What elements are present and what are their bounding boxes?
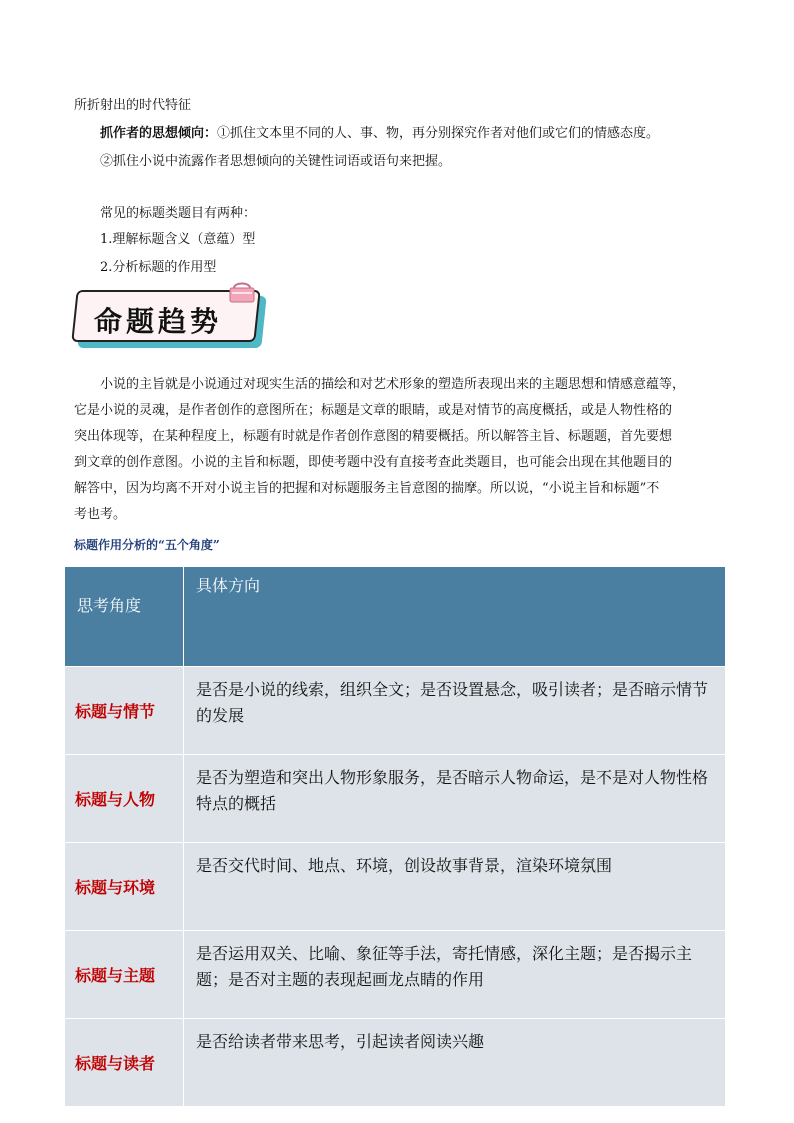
row-direction: 是否交代时间、地点、环境，创设故事背景，渲染环境氛围 xyxy=(184,843,726,931)
banner-title: 命题趋势 xyxy=(94,305,223,338)
paragraph-line: 它是小说的灵魂，是作者创作的意图所在；标题是文章的眼睛，或是对情节的高度概括，或是人物性格的 xyxy=(74,403,673,418)
header-direction: 具体方向 xyxy=(184,567,726,667)
paragraph-line: 小说的主旨就是小说通过对现实生活的描绘和对艺术形象的塑造所表现出来的主题思想和情感意蕴等， xyxy=(100,377,686,392)
intro-line-4: 常见的标题类题目有两种： xyxy=(100,206,257,221)
intro-line-2-label: 抓作者的思想倾向： xyxy=(100,126,218,141)
paragraph-line: 考也考。 xyxy=(74,507,127,522)
table-row xyxy=(65,1019,726,1107)
intro-line-6: 2.分析标题的作用型 xyxy=(100,260,217,275)
intro-line-1: 所折射出的时代特征 xyxy=(74,98,192,113)
table-row xyxy=(65,755,726,843)
table-row xyxy=(65,931,726,1019)
row-direction: 是否是小说的线索，组织全文；是否设置悬念，吸引读者；是否暗示情节的发展 xyxy=(184,667,726,755)
paragraph-line: 解答中，因为均离不开对小说主旨的把握和对标题服务主旨意图的揣摩。所以说，“小说主旨和标题”不 xyxy=(74,481,660,496)
paragraph-line: 突出体现等，在某种程度上，标题有时就是作者创作意图的精要概括。所以解答主旨、标题题，首先要想 xyxy=(74,429,673,444)
intro-line-2 xyxy=(100,124,659,144)
trend-paragraph xyxy=(74,372,724,528)
section-banner xyxy=(72,288,268,352)
row-direction: 是否给读者带来思考，引起读者阅读兴趣 xyxy=(184,1019,726,1107)
paragraph-line: 到文章的创作意图。小说的主旨和标题，即使考题中没有直接考查此类题目，也可能会出现在其他题目的 xyxy=(74,455,673,470)
table-header-row xyxy=(65,567,726,667)
angles-table xyxy=(64,566,726,1107)
row-direction: 是否为塑造和突出人物形象服务，是否暗示人物命运，是不是对人物性格特点的概括 xyxy=(184,755,726,843)
row-angle: 标题与读者 xyxy=(65,1019,184,1107)
header-angle: 思考角度 xyxy=(65,567,184,667)
table-row xyxy=(65,667,726,755)
table-caption: 标题作用分析的“五个角度” xyxy=(74,538,220,552)
row-angle: 标题与情节 xyxy=(65,667,184,755)
binder-clip-icon xyxy=(222,282,262,304)
intro-line-2-text: ①抓住文本里不同的人、事、物，再分别探究作者对他们或它们的情感态度。 xyxy=(217,126,660,141)
table-row xyxy=(65,843,726,931)
row-angle: 标题与主题 xyxy=(65,931,184,1019)
row-direction: 是否运用双关、比喻、象征等手法，寄托情感，深化主题；是否揭示主题；是否对主题的表现起画龙点睛的作用 xyxy=(184,931,726,1019)
intro-line-3: ②抓住小说中流露作者思想倾向的关键性词语或语句来把握。 xyxy=(100,154,452,169)
row-angle: 标题与人物 xyxy=(65,755,184,843)
row-angle: 标题与环境 xyxy=(65,843,184,931)
intro-line-5: 1.理解标题含义（意蕴）型 xyxy=(100,232,256,247)
